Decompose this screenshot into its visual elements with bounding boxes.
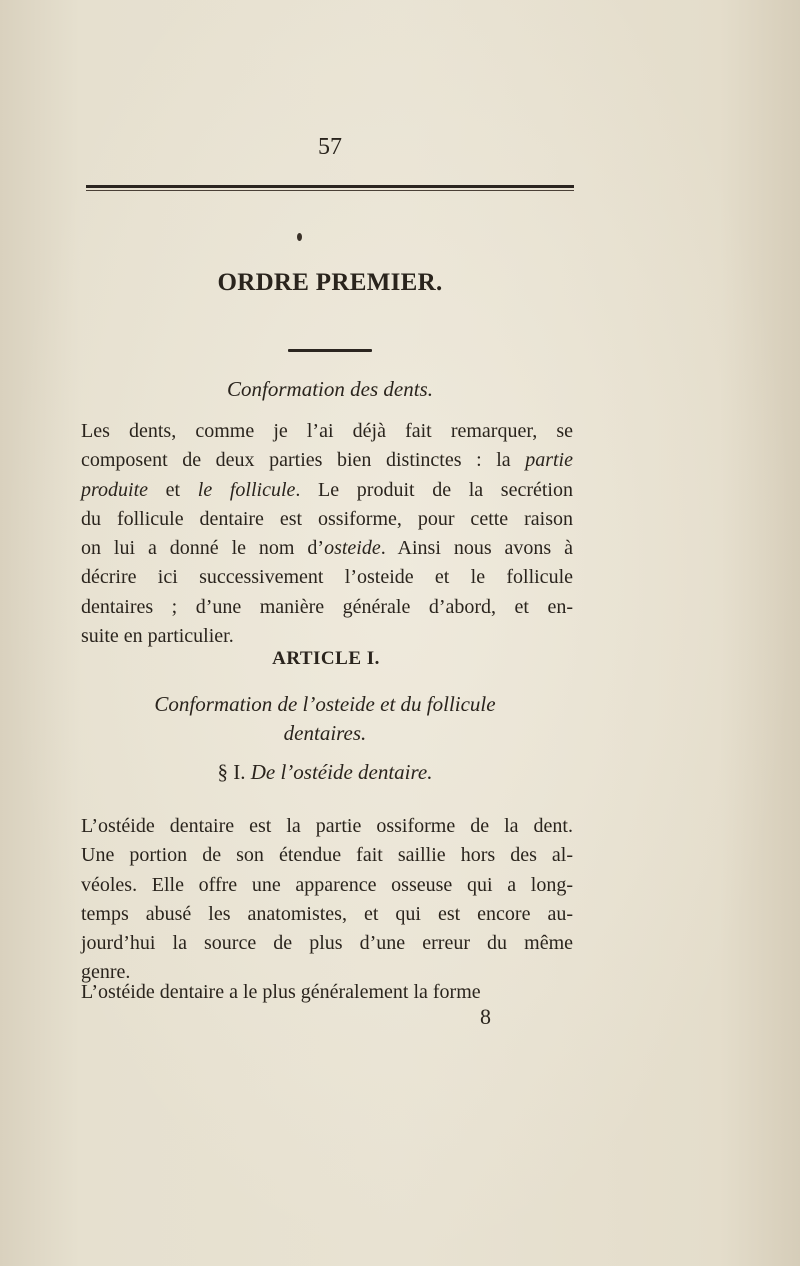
article-subtitle-line-2: dentaires. [283,721,367,745]
header-rule-thick [86,185,574,188]
signature-mark: 8 [480,1004,491,1029]
header-double-rule [86,185,574,191]
text-line [81,929,573,958]
text-line [81,871,573,900]
section-symbol: § I. [217,760,246,784]
text-run: . Ainsi nous avons à [380,537,573,560]
paragraph-osteide [81,812,573,988]
chapter-divider-rule [288,349,372,352]
paragraph-forme [81,978,573,1007]
subsection-heading [0,760,650,785]
italic-term: osteide [324,537,381,560]
text-run: composent de deux parties bien distinctes : la [81,449,526,472]
text-run: du follicule dentaire est ossiforme, pour cette raison [81,507,573,530]
text-run: décrire ici successivement l’osteide et le follicule [81,566,573,589]
italic-term: produite [81,478,149,501]
text-line [81,978,573,1007]
text-line [81,534,573,563]
text-line [81,812,573,841]
page-number: 57 [318,134,342,160]
text-run: dentaires ; d’une manière générale d’abord, et en- [81,595,573,618]
text-line [81,900,573,929]
article-heading: ARTICLE I. [272,648,380,669]
ornament-dot [297,233,302,241]
text-run: genre. [81,961,131,984]
text-run: temps abusé les anatomistes, et qui est encore au- [81,902,573,925]
chapter-title: ORDRE PREMIER. [217,269,443,296]
paragraph-conformation [81,417,573,651]
text-run: Les dents, comme je l’ai déjà fait remarquer, se [81,420,573,442]
text-line [81,622,573,651]
header-rule-thin [86,190,574,191]
text-run: jourd’hui la source de plus d’une erreur du même [81,932,573,955]
text-run: suite en particulier. [81,625,234,648]
text-run: on lui a donné le nom d’ [81,537,325,560]
text-line [81,505,573,534]
text-run: L’ostéide dentaire a le plus généralement la forme [81,981,481,1003]
subsection-title: De l’ostéide dentaire. [250,760,433,784]
text-run: . Le produit de la secrétion [295,478,573,501]
text-line [81,417,573,446]
text-run: véoles. Elle offre une apparence osseuse qui a long- [81,873,573,896]
italic-term: partie [525,449,573,472]
text-run: et [148,478,198,501]
italic-term: le follicule [197,478,296,501]
text-line [81,841,573,870]
article-subtitle-line-1: Conformation de l’osteide et du follicule [154,692,496,716]
text-line [81,446,573,475]
text-line [81,593,573,622]
text-line [81,563,573,592]
article-subtitle [0,690,650,748]
text-run: Une portion de son étendue fait saillie hors des al- [81,844,573,867]
section-title: Conformation des dents. [227,377,433,401]
text-line [81,476,573,505]
text-run: L’ostéide dentaire est la partie ossiforme de la dent. [81,815,573,837]
